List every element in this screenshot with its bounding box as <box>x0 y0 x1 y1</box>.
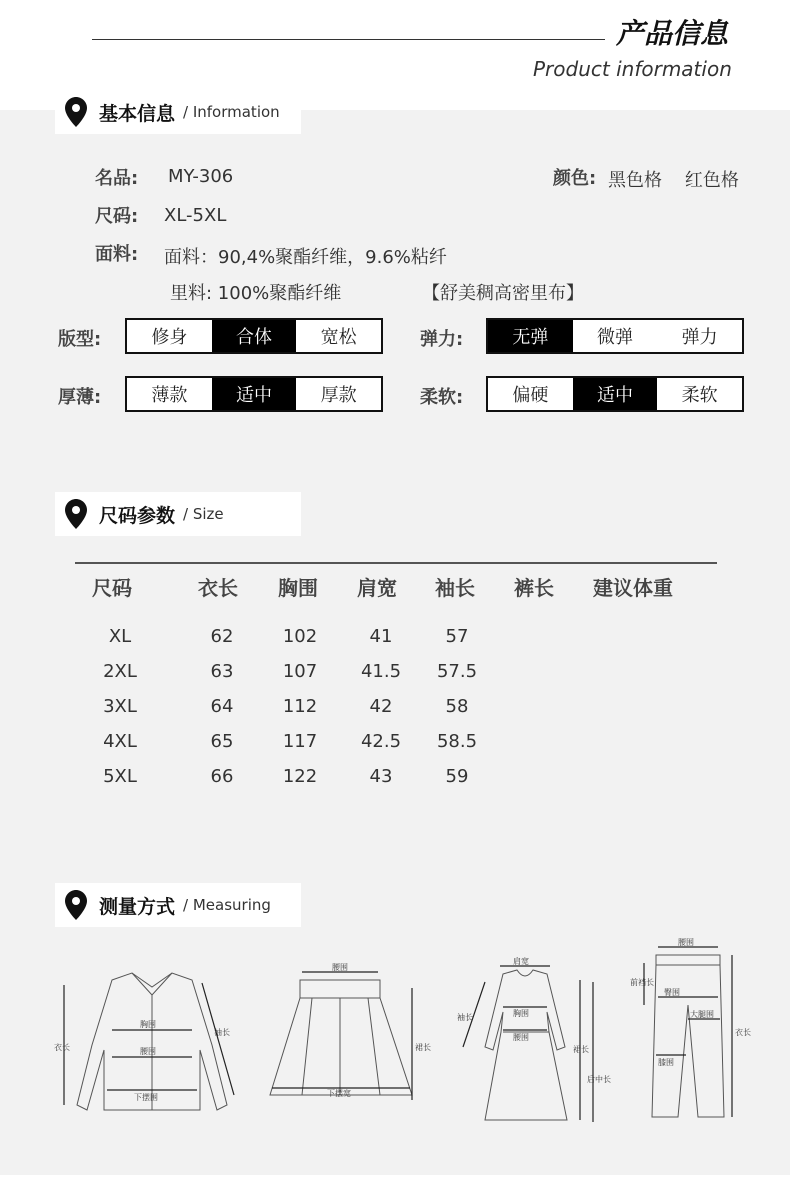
section-header-size <box>55 492 301 536</box>
elastic-label: 弹力: <box>420 329 464 350</box>
shirt-measure-diagram <box>52 965 252 1125</box>
elastic-option: 弹力 <box>681 327 718 348</box>
fabric-label: 面料: <box>95 244 139 265</box>
section-subtitle: / Size <box>183 505 224 523</box>
label-waist: 腰围 <box>140 1047 156 1056</box>
fit-label: 版型: <box>58 329 102 350</box>
pants-measure-diagram <box>628 935 751 1125</box>
column-header-weight: 建议体重 <box>593 576 673 600</box>
label-back-length: 后中长 <box>587 1075 611 1084</box>
label-shoulder: 肩宽 <box>513 957 529 966</box>
section-subtitle: / Information <box>183 103 280 121</box>
label-sleeve: 袖长 <box>214 1028 230 1037</box>
column-header-size: 尺码 <box>92 576 132 600</box>
label-hip: 臀围 <box>664 988 680 997</box>
table-cell: 112 <box>282 696 318 717</box>
table-cell: 59 <box>445 766 469 787</box>
softness-label: 柔软: <box>420 387 464 408</box>
fit-selector <box>125 318 383 354</box>
table-cell: 5XL <box>103 766 137 787</box>
header-rule <box>92 39 605 40</box>
softness-option: 柔软 <box>681 385 718 406</box>
table-cell: 57 <box>445 626 469 647</box>
section-subtitle: / Measuring <box>183 896 271 914</box>
table-cell: 58.5 <box>436 731 478 752</box>
skirt-measure-diagram <box>262 960 432 1125</box>
label-skirt-length: 裙长 <box>415 1043 431 1052</box>
name-label: 名品: <box>95 168 139 189</box>
label-chest: 胸围 <box>513 1009 529 1018</box>
fit-option: 宽松 <box>320 327 357 348</box>
thickness-selector <box>125 376 383 412</box>
dress-measure-diagram <box>455 952 615 1130</box>
softness-option-selected: 适中 <box>573 378 658 410</box>
table-cell: 42 <box>369 696 393 717</box>
table-cell: XL <box>108 626 132 647</box>
table-top-rule <box>75 562 717 564</box>
table-cell: 43 <box>369 766 393 787</box>
table-cell: 2XL <box>103 661 137 682</box>
fit-option: 修身 <box>151 327 188 348</box>
page-subtitle: Product information <box>533 57 732 81</box>
label-thigh: 大腿围 <box>690 1010 714 1019</box>
table-cell: 62 <box>210 626 234 647</box>
table-cell: 66 <box>210 766 234 787</box>
location-pin-icon <box>65 890 87 920</box>
elastic-option: 微弹 <box>597 327 633 348</box>
lining-value: 里料: 100%聚酯纤维 <box>170 283 342 304</box>
table-cell: 117 <box>282 731 318 752</box>
column-header-shoulder: 肩宽 <box>357 576 397 600</box>
elastic-selector <box>486 318 744 354</box>
table-cell: 57.5 <box>436 661 478 682</box>
softness-selector <box>486 376 744 412</box>
table-cell: 63 <box>210 661 234 682</box>
section-header-measuring <box>55 883 301 927</box>
section-title: 尺码参数 <box>99 504 176 527</box>
page-title: 产品信息 <box>616 17 729 50</box>
fabric-value: 面料：90,4%聚酯纤维，9.6%粘纤 <box>164 247 447 268</box>
table-cell: 64 <box>210 696 234 717</box>
size-label: 尺码: <box>95 206 139 227</box>
thickness-option: 薄款 <box>151 385 188 406</box>
column-header-sleeve: 袖长 <box>435 576 475 600</box>
label-pants-length: 衣长 <box>735 1028 751 1037</box>
label-hem: 下摆围 <box>134 1093 158 1102</box>
table-cell: 42.5 <box>360 731 402 752</box>
label-chest: 胸围 <box>140 1020 156 1029</box>
section-title: 基本信息 <box>99 102 176 125</box>
thickness-label: 厚薄: <box>58 387 102 408</box>
table-cell: 122 <box>282 766 318 787</box>
table-cell: 4XL <box>103 731 137 752</box>
label-hem-width: 下摆宽 <box>327 1089 351 1098</box>
section-title: 测量方式 <box>99 895 176 918</box>
size-value: XL-5XL <box>164 205 227 226</box>
lining-note: 【舒美稠高密里布】 <box>422 283 584 304</box>
table-cell: 3XL <box>103 696 137 717</box>
table-cell: 41 <box>369 626 393 647</box>
table-cell: 58 <box>445 696 469 717</box>
label-waist: 腰围 <box>678 938 694 947</box>
table-cell: 41.5 <box>360 661 402 682</box>
label-front-rise: 前裆长 <box>630 978 654 987</box>
color-values: 黑色格 红色格 <box>608 170 739 191</box>
column-header-chest: 胸围 <box>278 576 318 600</box>
label-sleeve: 袖长 <box>457 1013 473 1022</box>
table-cell: 65 <box>210 731 234 752</box>
table-cell: 102 <box>282 626 318 647</box>
location-pin-icon <box>65 97 87 127</box>
fit-option-selected: 合体 <box>212 320 297 352</box>
label-dress-length: 裙长 <box>573 1045 589 1054</box>
label-waist: 腰围 <box>332 963 348 972</box>
color-label: 颜色: <box>553 168 597 189</box>
softness-option: 偏硬 <box>512 385 549 406</box>
label-waist: 腰围 <box>513 1033 529 1042</box>
thickness-option-selected: 适中 <box>212 378 297 410</box>
section-header-information <box>55 90 301 134</box>
table-cell: 107 <box>282 661 318 682</box>
location-pin-icon <box>65 499 87 529</box>
label-length: 衣长 <box>54 1043 70 1052</box>
elastic-option-selected: 无弹 <box>488 320 573 352</box>
column-header-length: 衣长 <box>198 576 238 600</box>
column-header-pants-length: 裤长 <box>514 576 554 600</box>
name-value: MY-306 <box>168 166 234 187</box>
label-knee: 膝围 <box>658 1058 674 1067</box>
thickness-option: 厚款 <box>320 385 357 406</box>
